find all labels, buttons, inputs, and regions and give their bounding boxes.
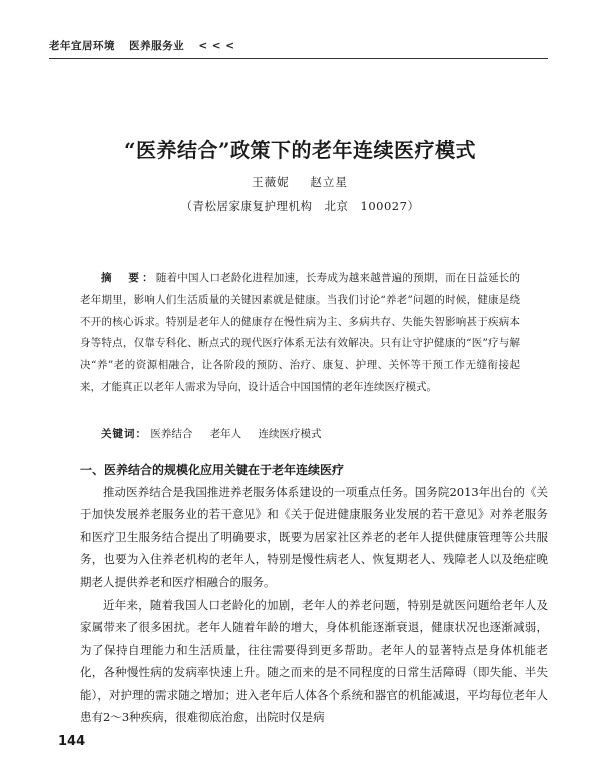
section-name: 医养服务业 [129, 40, 185, 52]
keyword-2: 老年人 [209, 428, 242, 440]
paragraph-1: 推动医养结合是我国推进养老服务体系建设的一项重点任务。国务院2013年出台的《关于加快发展养老服务业的若干意见》和《关于促进健康服务业发展的若干意见》对养老服务和医疗卫生服务结合提出了明确要求，既要为居家社区养老的老年人提供健康管理等公共服务，也要为入住养老机构的老年人，特别是慢性病老人、恢复期老人、残障老人以及绝症晚期老人提供养老和医疗相融合的服务。 [80, 485, 548, 589]
abstract [80, 268, 520, 399]
abstract-label: 摘 要： [101, 272, 156, 284]
page-number: 144 [58, 734, 86, 749]
section-heading: 一、医养结合的规模化应用关键在于老年连续医疗 [80, 463, 345, 477]
running-header [49, 38, 245, 53]
author-1: 王薇妮 [252, 175, 290, 189]
header-marker: < < < [198, 40, 235, 52]
authors [0, 174, 600, 190]
keywords [80, 426, 520, 441]
affiliation: （青松居家康复护理机构 北京 100027） [180, 199, 420, 213]
keyword-1: 医养结合 [150, 428, 193, 440]
journal-name: 老年宜居环境 [49, 40, 115, 52]
article-title: “医养结合”政策下的老年连续医疗模式 [123, 138, 476, 162]
keyword-3: 连续医疗模式 [258, 428, 322, 440]
paragraph-2: 近年来，随着我国人口老龄化的加剧，老年人的养老问题，特别是就医问题给老年人及家属带来了很多困扰。老年人随着年龄的增大，身体机能逐渐衰退，健康状况也逐渐减弱，为了保持自理能力和生活质量，往往需要得到更多帮助。老年人的显著特点是身体机能老化，各种慢性病的发病率快速上升。随之而来的是不同程度的日常生活障碍（即失能、半失能），对护理的需求随之增加；进入老年后人体各个系统和器官的机能减退，平均每位老年人患有2～3种疾病，很难彻底治愈，出院时仅是病 [80, 598, 548, 725]
abstract-text: 随着中国人口老龄化进程加速，长寿成为越来越普遍的预期，而在日益延长的老年期里，影响人们生活质量的关键因素就是健康。当我们讨论“养老”问题的时候，健康是绕不开的核心诉求。特别是老年人的健康存在慢性病为主、多病共存、失能失智影响甚于疾病本身等特点，仅靠专科化、断点式的现代医疗体系无法有效解决。只有让守护健康的“医”疗与解决“养”老的资源相融合，让各阶段的预防、治疗、康复、护理、关怀等干预工作无缝衔接起来，才能真正以老年人需求为导向，设计适合中国国情的老年连续医疗模式。 [80, 272, 521, 393]
author-2: 赵立星 [310, 175, 348, 189]
header-rule [49, 58, 548, 59]
keywords-label: 关键词： [101, 428, 147, 440]
